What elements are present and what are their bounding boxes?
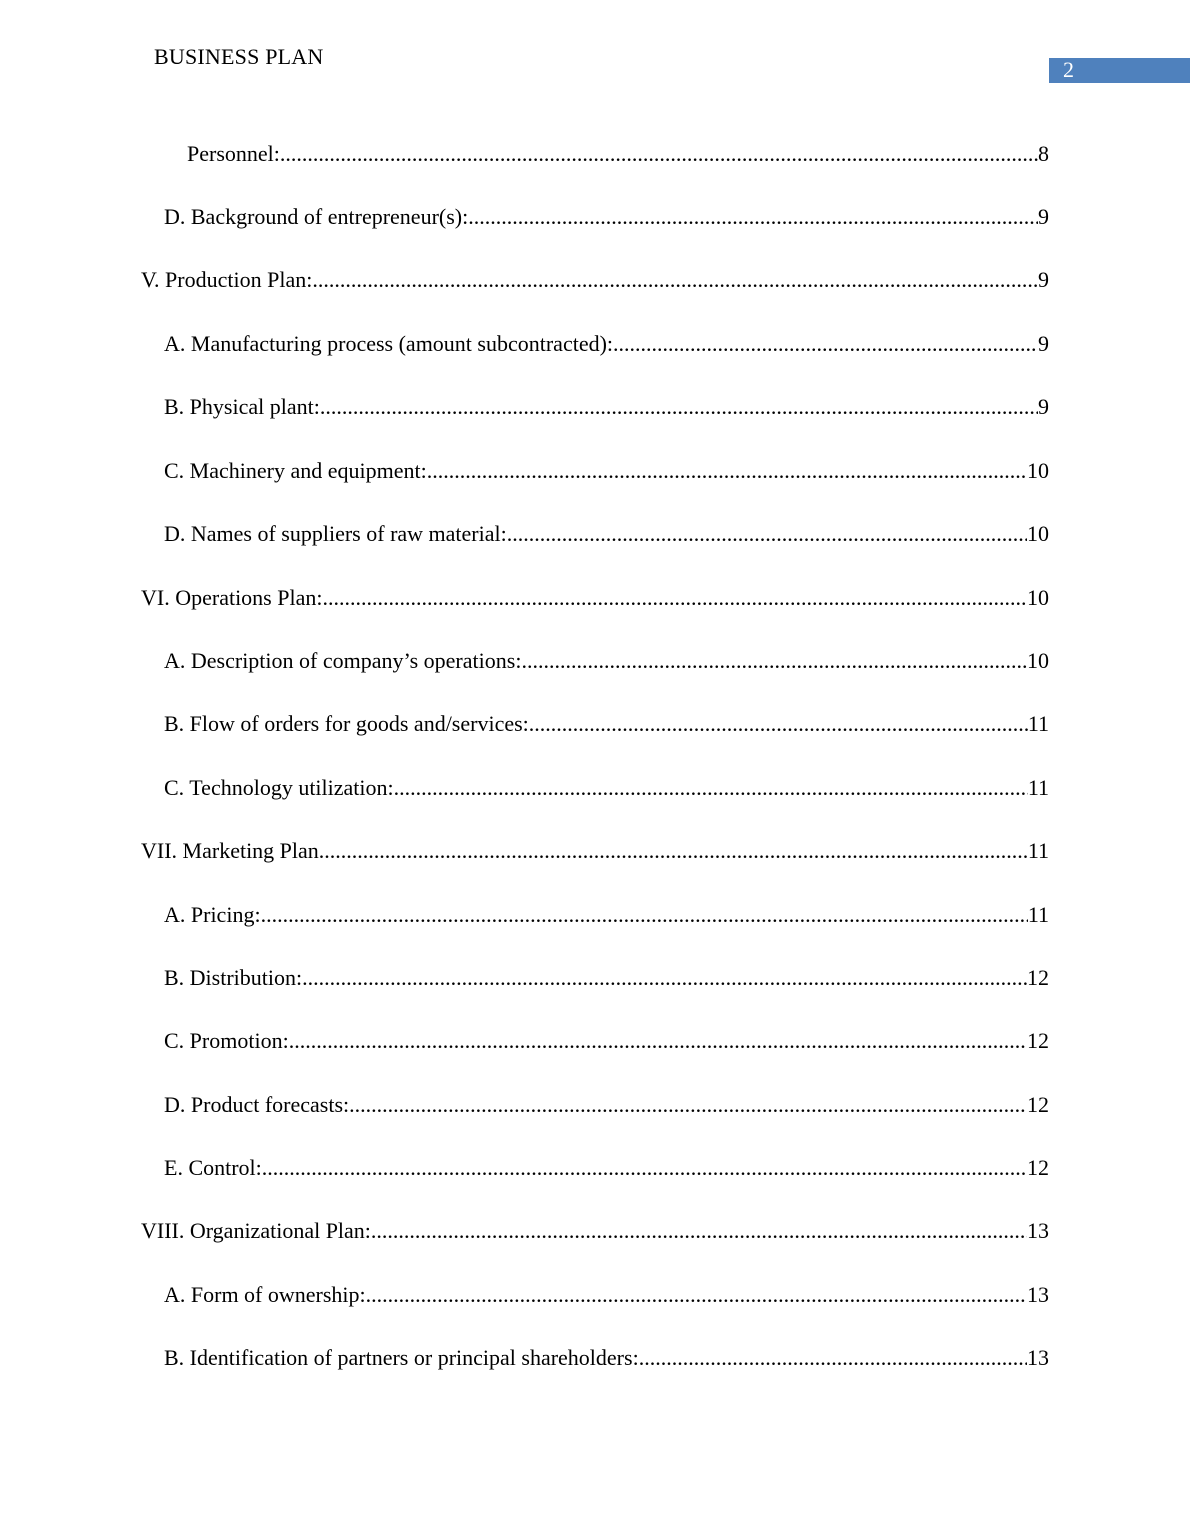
toc-dot-leader [261, 900, 1028, 930]
toc-entry[interactable] [164, 329, 1049, 359]
toc-dot-leader [366, 1280, 1027, 1310]
toc-entry[interactable] [164, 1026, 1049, 1056]
toc-entry-page: 12 [1027, 1155, 1049, 1180]
toc-entry[interactable] [164, 456, 1049, 486]
toc-entry-page: 9 [1038, 267, 1049, 292]
toc-dot-leader [302, 963, 1027, 993]
toc-dot-leader [427, 456, 1027, 486]
toc-entry-label: A. Description of company’s operations: [164, 648, 522, 673]
toc-entry-label: D. Background of entrepreneur(s): [164, 204, 469, 229]
toc-entry[interactable] [141, 836, 1049, 866]
toc-entry-label: VII. Marketing Plan [141, 838, 319, 863]
toc-dot-leader [613, 329, 1038, 359]
toc-entry-label: B. Identification of partners or principal shareholders: [164, 1345, 639, 1370]
toc-entry-page: 13 [1027, 1282, 1049, 1307]
toc-entry[interactable] [164, 709, 1049, 739]
toc-entry[interactable] [164, 519, 1049, 549]
toc-dot-leader [322, 583, 1027, 613]
toc-entry-label: VIII. Organizational Plan: [141, 1218, 371, 1243]
toc-entry-label: B. Physical plant: [164, 394, 320, 419]
toc-dot-leader [262, 1153, 1027, 1183]
toc-entry-page: 13 [1027, 1218, 1049, 1243]
page-number: 2 [1063, 57, 1074, 82]
toc-entry-page: 9 [1038, 394, 1049, 419]
toc-entry-page: 12 [1027, 1092, 1049, 1117]
toc-entry[interactable] [164, 963, 1049, 993]
toc-entry-label: B. Distribution: [164, 965, 303, 990]
toc-entry-label: D. Names of suppliers of raw material: [164, 521, 507, 546]
toc-dot-leader [468, 202, 1038, 232]
running-head: BUSINESS PLAN [154, 44, 324, 69]
toc-entry[interactable] [187, 139, 1049, 169]
toc-entry[interactable] [164, 1090, 1049, 1120]
toc-entry-label: Personnel: [187, 141, 280, 166]
toc-entry[interactable] [141, 265, 1049, 295]
toc-entry[interactable] [164, 202, 1049, 232]
toc-entry[interactable] [164, 646, 1049, 676]
toc-entry-label: A. Manufacturing process (amount subcontracted): [164, 331, 614, 356]
toc-entry-page: 11 [1027, 711, 1049, 736]
toc-entry-label: A. Pricing: [164, 902, 261, 927]
toc-entry-page: 10 [1027, 648, 1049, 673]
toc-entry-page: 8 [1038, 141, 1049, 166]
toc-dot-leader [320, 392, 1038, 422]
toc-dot-leader [521, 646, 1027, 676]
toc-entry-label: C. Machinery and equipment: [164, 458, 427, 483]
toc-entry[interactable] [164, 392, 1049, 422]
toc-entry-page: 10 [1027, 521, 1049, 546]
toc-entry-label: B. Flow of orders for goods and/services: [164, 711, 529, 736]
toc-entry-label: A. Form of ownership: [164, 1282, 366, 1307]
toc-entry[interactable] [164, 1153, 1049, 1183]
toc-dot-leader [289, 1026, 1027, 1056]
toc-dot-leader [371, 1216, 1027, 1246]
toc-entry-page: 12 [1027, 965, 1049, 990]
toc-entry-page: 11 [1027, 838, 1049, 863]
toc-entry[interactable] [164, 1280, 1049, 1310]
toc-dot-leader [280, 139, 1038, 169]
toc-entry[interactable] [164, 1343, 1049, 1373]
toc-dot-leader [394, 773, 1028, 803]
toc-entry[interactable] [164, 773, 1049, 803]
toc-entry-page: 12 [1027, 1028, 1049, 1053]
toc-entry-label: E. Control: [164, 1155, 262, 1180]
toc-entry-page: 10 [1027, 585, 1049, 610]
toc-entry-label: VI. Operations Plan: [141, 585, 323, 610]
toc-entry[interactable] [141, 583, 1049, 613]
toc-entry-page: 10 [1027, 458, 1049, 483]
toc-entry-label: D. Product forecasts: [164, 1092, 350, 1117]
toc-entry[interactable] [164, 900, 1049, 930]
toc-dot-leader [312, 265, 1038, 295]
toc-entry-page: 13 [1027, 1345, 1049, 1370]
toc-entry-page: 11 [1027, 775, 1049, 800]
toc-dot-leader [639, 1343, 1027, 1373]
toc-entry-label: C. Technology utilization: [164, 775, 394, 800]
toc-entry-page: 11 [1027, 902, 1049, 927]
toc-dot-leader [529, 709, 1028, 739]
toc-entry-page: 9 [1038, 204, 1049, 229]
toc-entry[interactable] [141, 1216, 1049, 1246]
toc-dot-leader [507, 519, 1027, 549]
toc-entry-label: C. Promotion: [164, 1028, 289, 1053]
toc-dot-leader [319, 836, 1028, 866]
toc-entry-label: V. Production Plan: [141, 267, 313, 292]
toc-entry-page: 9 [1038, 331, 1049, 356]
toc-dot-leader [349, 1090, 1027, 1120]
